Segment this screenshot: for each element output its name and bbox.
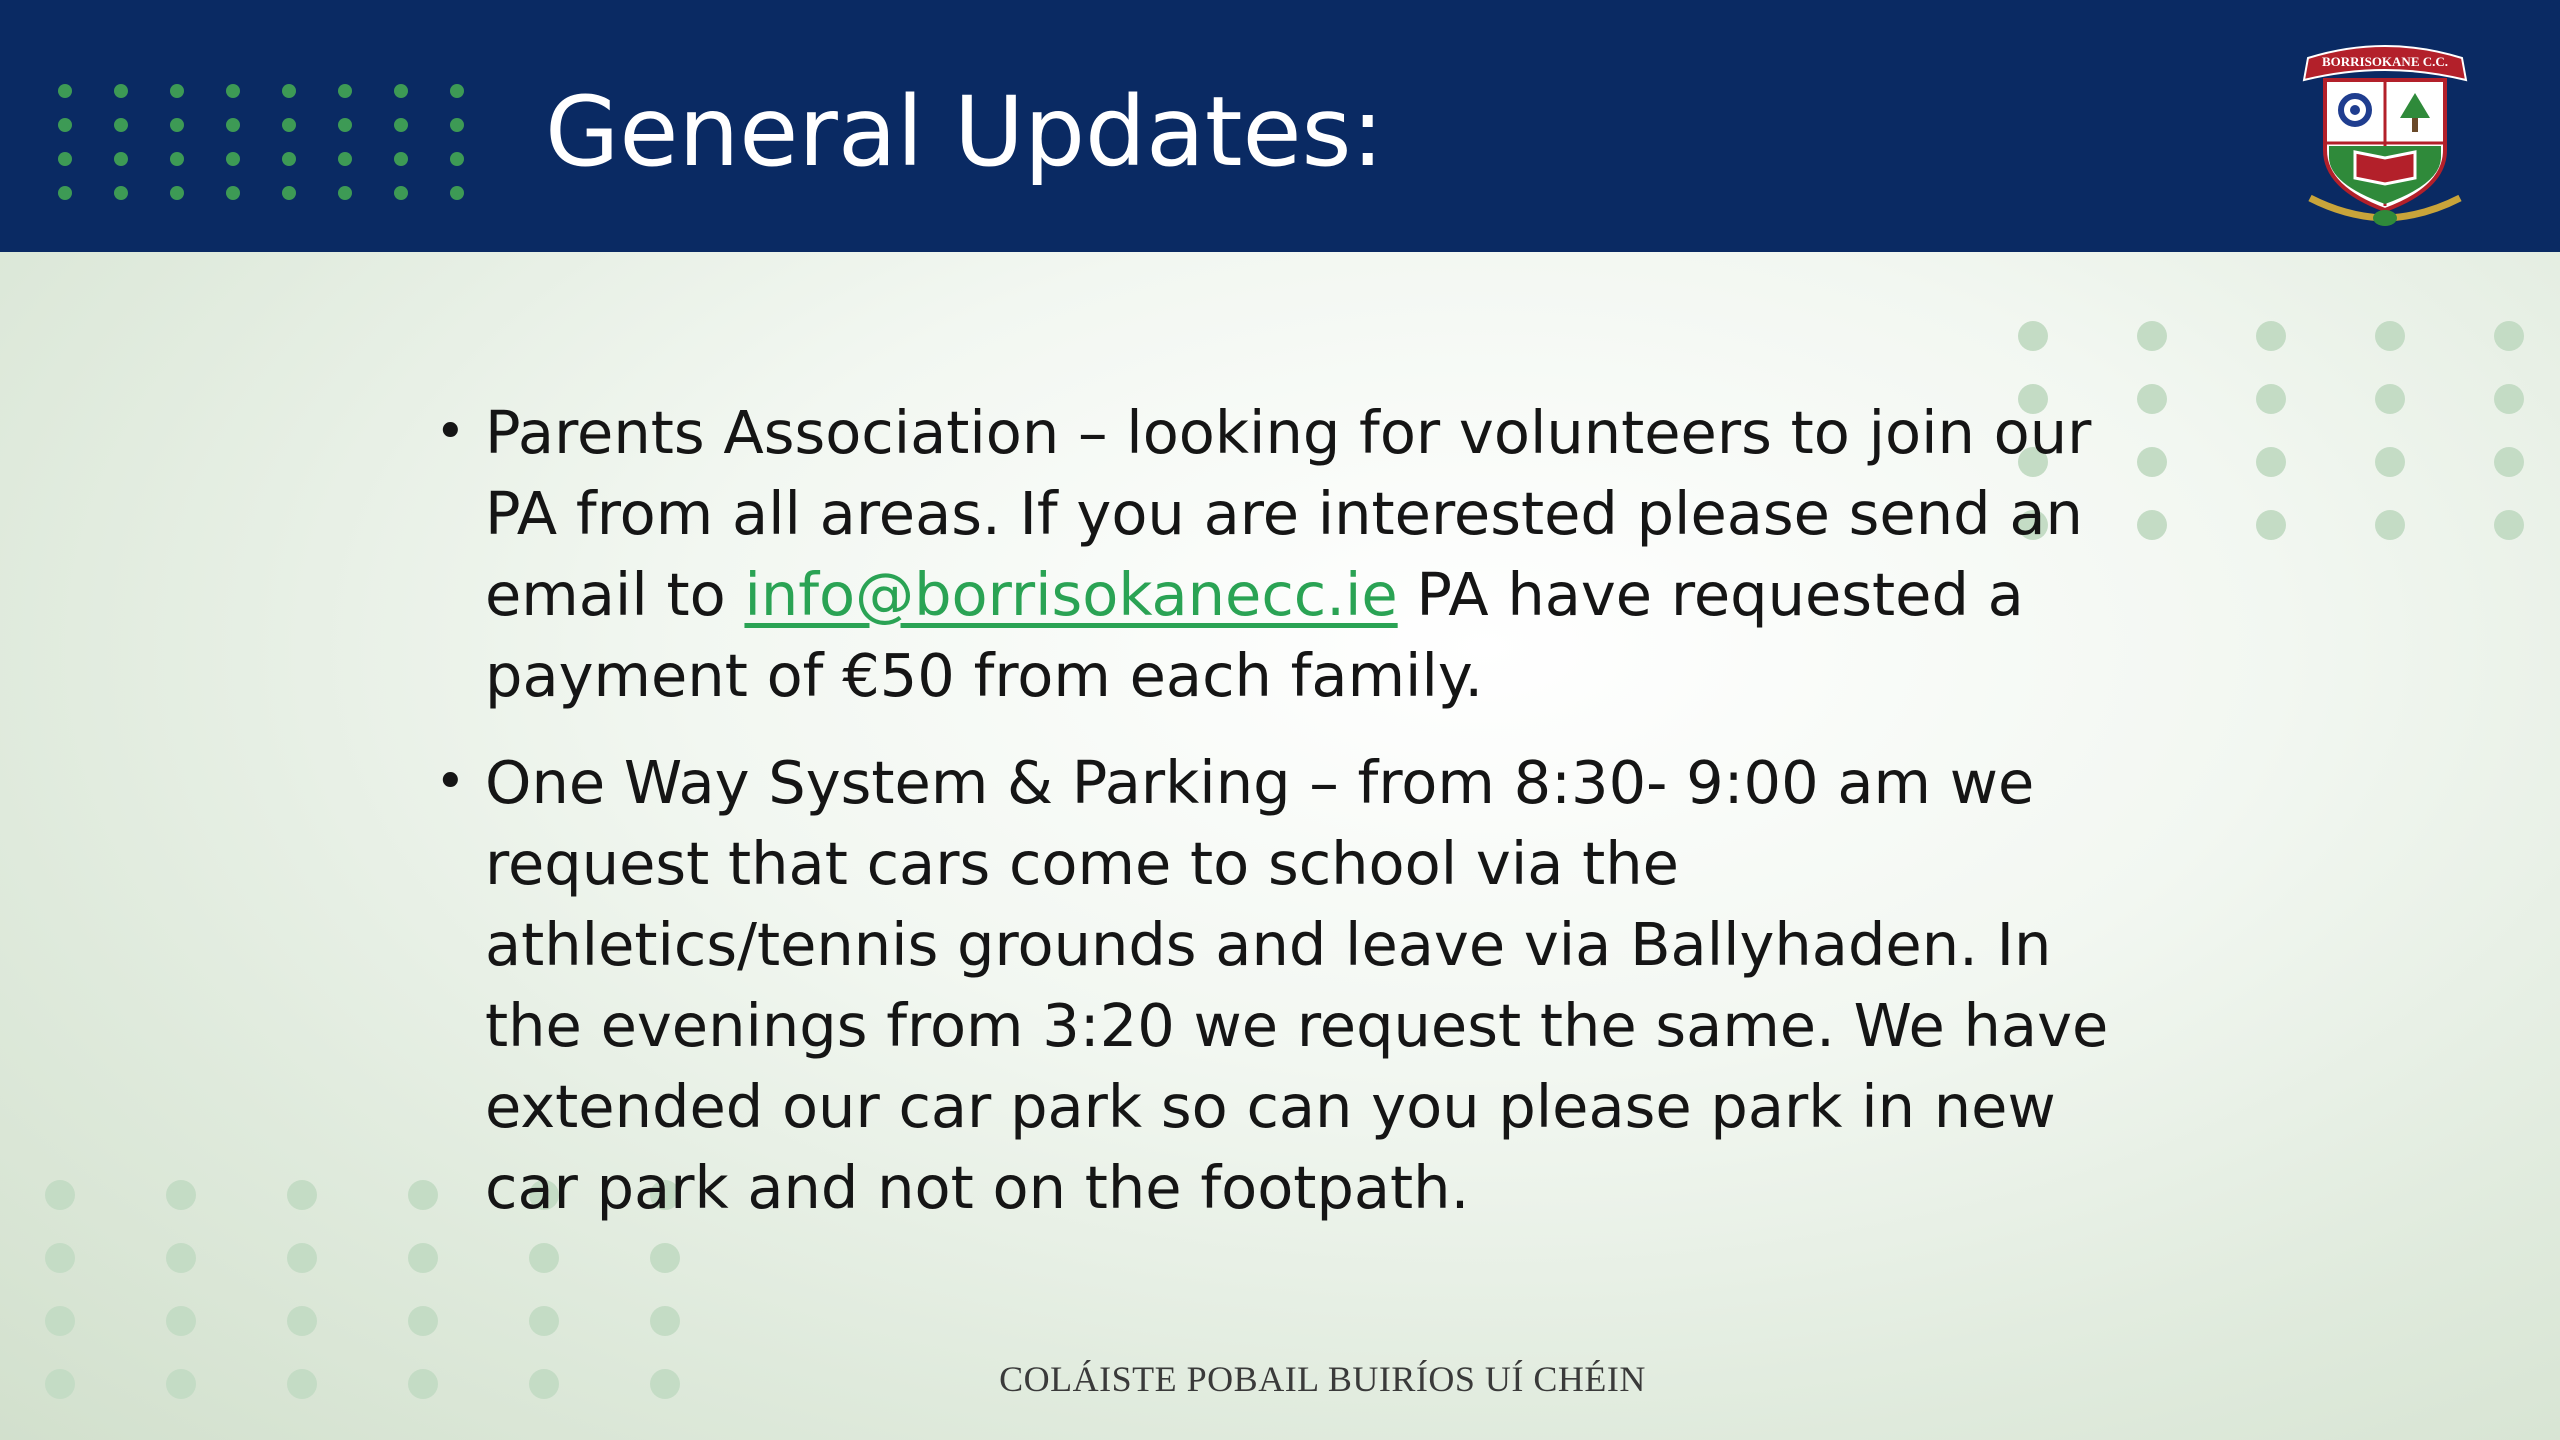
decor-dot <box>408 1306 438 1336</box>
slide-title: General Updates: <box>545 76 1384 188</box>
decor-dot <box>529 1306 559 1336</box>
decor-dot <box>170 118 184 132</box>
decor-dot <box>282 118 296 132</box>
svg-text:BORRISOKANE C.C.: BORRISOKANE C.C. <box>2321 54 2449 69</box>
decor-dot <box>2494 510 2524 540</box>
decor-dot <box>282 84 296 98</box>
decor-dot <box>338 84 352 98</box>
decor-dot <box>2018 321 2048 351</box>
bullet-one-way-system <box>435 742 2135 1228</box>
decor-dot <box>226 118 240 132</box>
decor-dot <box>226 84 240 98</box>
decor-dot <box>45 1243 75 1273</box>
decor-dot <box>166 1306 196 1336</box>
decor-dot <box>394 118 408 132</box>
decor-dot <box>58 118 72 132</box>
decor-dot <box>58 186 72 200</box>
school-name-footer: COLÁISTE POBAIL BUIRÍOS UÍ CHÉIN <box>999 1359 1646 1399</box>
decor-dot <box>2375 321 2405 351</box>
decor-dot <box>2494 447 2524 477</box>
decor-dot <box>2256 384 2286 414</box>
decor-dot <box>58 152 72 166</box>
decor-dot <box>45 1180 75 1210</box>
decor-dot <box>2375 384 2405 414</box>
decor-dot <box>2137 384 2167 414</box>
email-link[interactable]: info@borrisokanecc.ie <box>744 560 1398 629</box>
decor-dot <box>287 1180 317 1210</box>
decor-dot <box>170 186 184 200</box>
decor-dot <box>170 84 184 98</box>
decor-dot <box>450 118 464 132</box>
decor-dot <box>2256 321 2286 351</box>
decor-dot <box>338 152 352 166</box>
decor-dot <box>450 186 464 200</box>
decor-dot <box>114 152 128 166</box>
bullet-text: One Way System & Parking – from 8:30- 9:00 am we request that cars come to school via the athletics/tennis grounds and leave via Ballyhaden. In the evenings from 3:20 we request the same. We have extended our car park so can you please park in new car park and not on the footpath. <box>485 748 2109 1222</box>
decor-dot <box>450 84 464 98</box>
decor-dot <box>2375 447 2405 477</box>
decor-dot <box>226 152 240 166</box>
bullet-list <box>435 392 2135 1254</box>
decor-dot <box>338 186 352 200</box>
decor-dot <box>114 118 128 132</box>
decor-dot <box>114 186 128 200</box>
decor-dot <box>394 186 408 200</box>
decor-dot <box>2256 447 2286 477</box>
decor-dot <box>114 84 128 98</box>
decor-dot <box>2137 447 2167 477</box>
decor-dot <box>287 1243 317 1273</box>
decor-dot <box>650 1306 680 1336</box>
school-crest-icon <box>2290 38 2480 230</box>
decor-dot <box>2375 510 2405 540</box>
decor-dot <box>408 1243 438 1273</box>
decor-dot <box>2494 384 2524 414</box>
decor-dot <box>450 152 464 166</box>
decor-dot <box>170 152 184 166</box>
decor-dot <box>287 1306 317 1336</box>
decor-dot <box>282 186 296 200</box>
decor-dot <box>2137 510 2167 540</box>
header-banner <box>0 0 2560 252</box>
decor-dot <box>394 84 408 98</box>
decor-dot <box>2494 321 2524 351</box>
decor-dot <box>408 1180 438 1210</box>
decor-dot <box>166 1180 196 1210</box>
bullet-text-after-link: PA have requested a payment of €50 from each family. <box>485 560 2024 710</box>
decor-dot <box>58 84 72 98</box>
decor-dot <box>2256 510 2286 540</box>
decor-dot <box>226 186 240 200</box>
decor-dot <box>2137 321 2167 351</box>
decor-dot <box>166 1243 196 1273</box>
bullet-parents-association <box>435 392 2135 716</box>
bullet-text-before-link: Parents Association – looking for volunteers to join our PA from all areas. If you are interested please send an email to <box>485 398 2092 629</box>
decor-dot <box>282 152 296 166</box>
decor-dot <box>394 152 408 166</box>
decor-dot <box>45 1306 75 1336</box>
decor-dot <box>338 118 352 132</box>
banner-dot-pattern <box>58 84 464 200</box>
